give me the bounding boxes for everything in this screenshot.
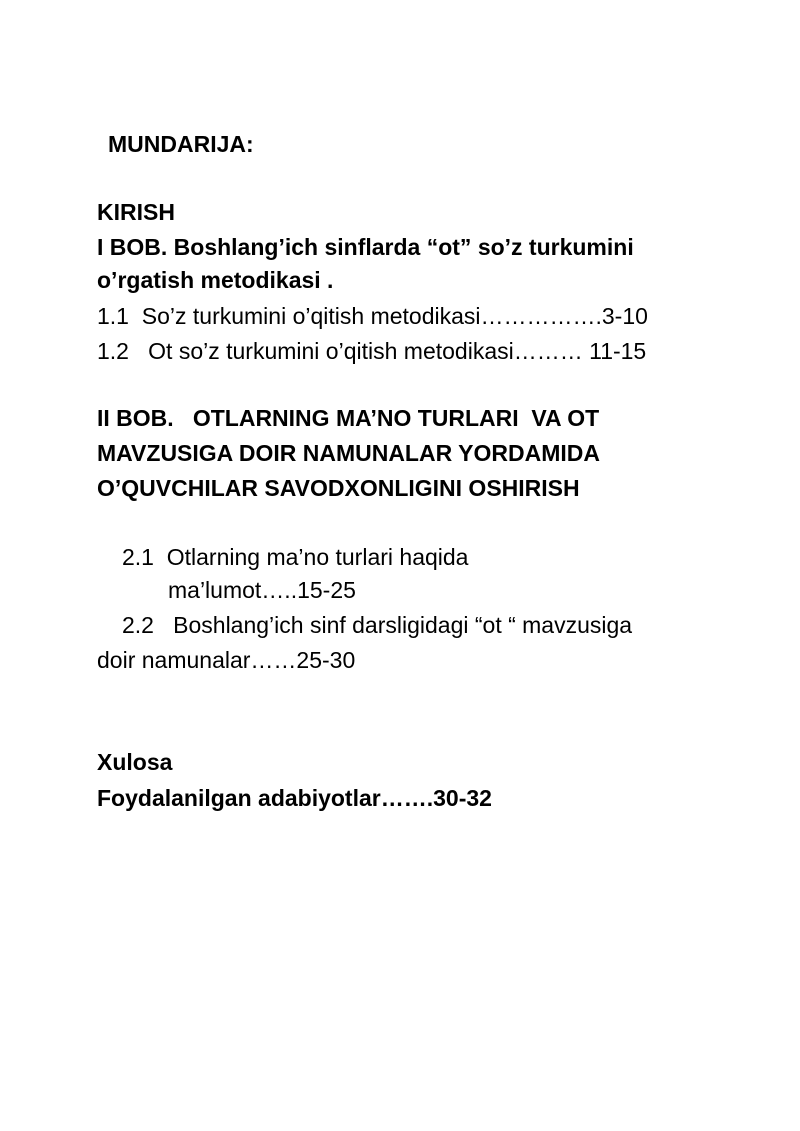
chapter1-item-1-1: 1.1 So’z turkumini o’qitish metodikasi…………….3-10	[97, 303, 648, 329]
intro-heading: KIRISH	[97, 199, 175, 225]
chapter2-item-2-1-line1: 2.1 Otlarning ma’no turlari haqida	[122, 544, 469, 570]
chapter2-item-2-1-line2: ma’lumot…..15-25	[168, 577, 356, 603]
references-entry: Foydalanilgan adabiyotlar…….30-32	[97, 785, 492, 811]
chapter2-item-2-2-line1: 2.2 Boshlang’ich sinf darsligidagi “ot “ mavzusiga	[122, 612, 633, 638]
conclusion-heading: Xulosa	[97, 749, 173, 775]
chapter1-heading-line2: o’rgatish metodikasi .	[97, 267, 334, 293]
chapter2-heading-line2: MAVZUSIGA DOIR NAMUNALAR YORDAMIDA	[97, 440, 601, 466]
chapter2-heading-line3: O’QUVCHILAR SAVODXONLIGINI OSHIRISH	[97, 475, 580, 501]
chapter1-heading-line1: I BOB. Boshlang’ich sinflarda “ot” so’z turkumini	[97, 234, 634, 260]
chapter2-item-2-2-line2: doir namunalar……25-30	[97, 647, 356, 673]
chapter1-item-1-2: 1.2 Ot so’z turkumini o’qitish metodikasi……… 11-15	[97, 338, 647, 364]
page-title: MUNDARIJA:	[108, 131, 254, 157]
chapter2-heading-line1: II BOB. OTLARNING MA’NO TURLARI VA OT	[97, 405, 600, 431]
